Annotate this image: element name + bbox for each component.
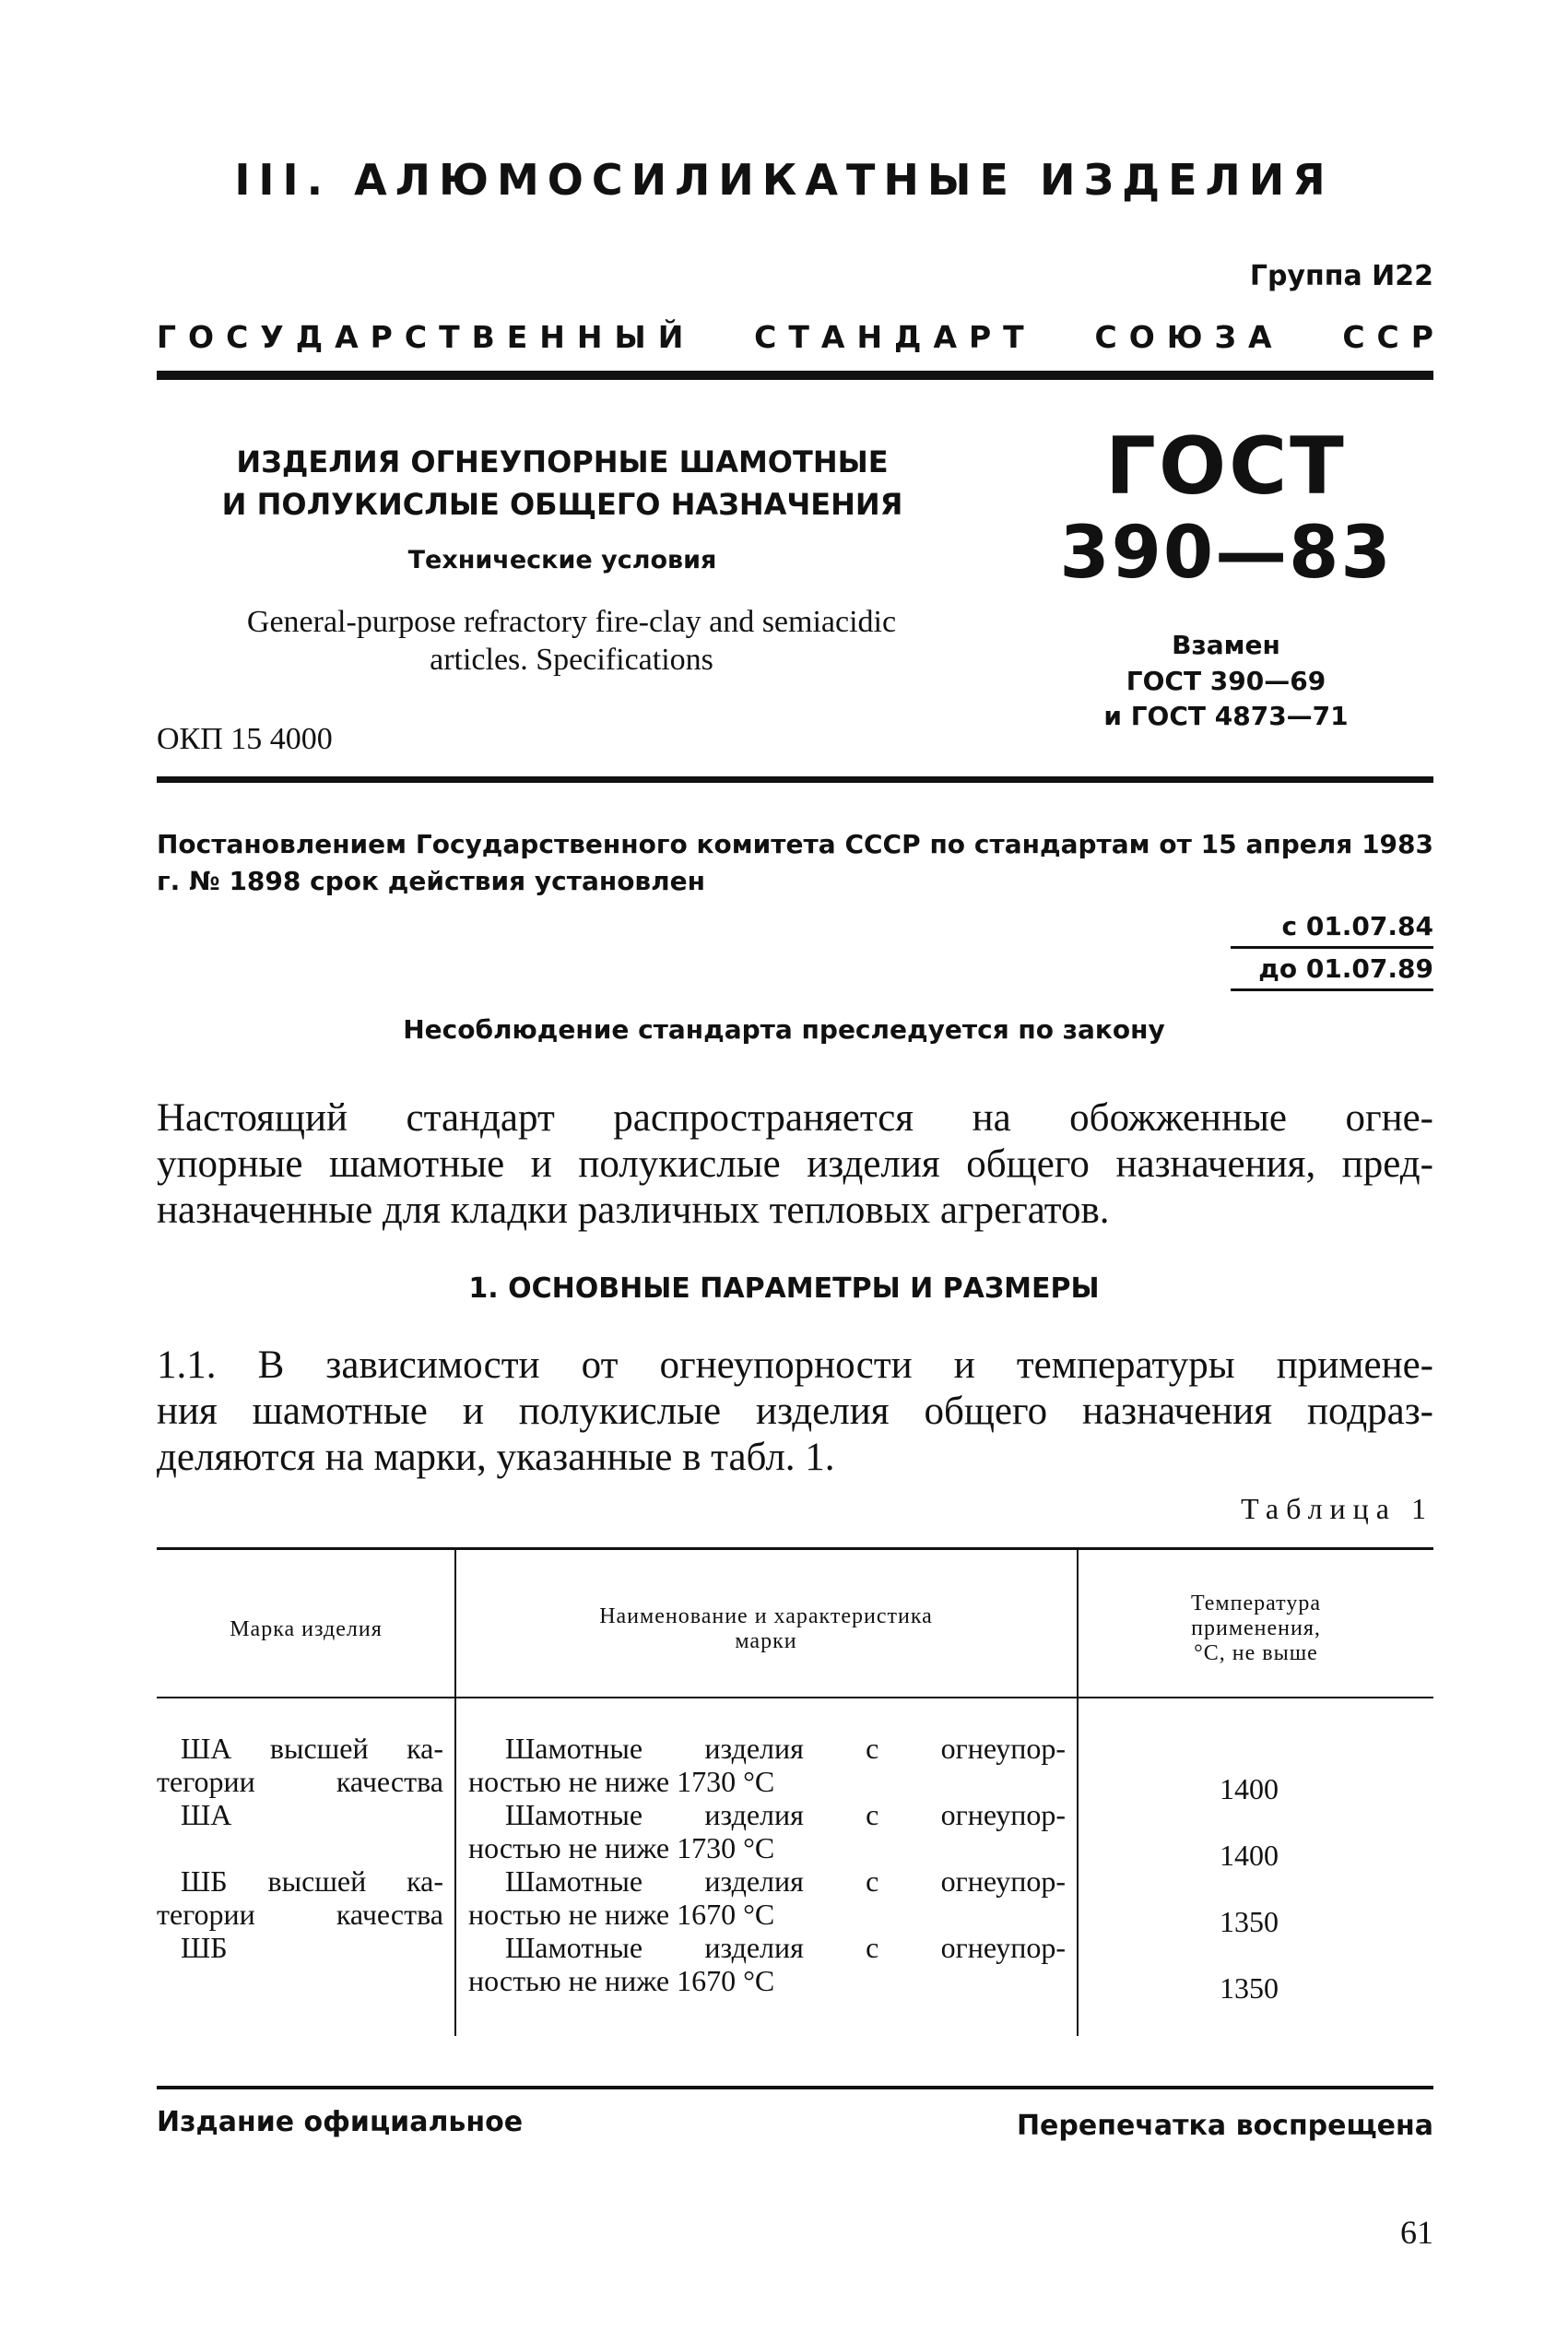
temperature-cell: 1400 [1220,1772,1279,1805]
document-title-line-1: ИЗДЕЛИЯ ОГНЕУПОРНЫЕ ШАМОТНЫЕ [236,444,889,479]
clause-line: 1.1. В зависимости от огнеупорности и температуры примене- [157,1343,1433,1387]
replaces-standard-1: ГОСТ 390—69 [1126,666,1326,696]
table-top-rule [157,1547,1433,1550]
document-title-line-2: И ПОЛУКИСЛЫЕ ОБЩЕГО НАЗНАЧЕНИЯ [221,487,903,522]
grade-cell: ША высшей ка- [181,1732,443,1765]
gost-label: ГОСТ [1105,420,1347,513]
description-cell: Шамотные изделия с огнеупор- [505,1864,1066,1898]
grade-cell: ШБ высшей ка- [181,1864,443,1898]
table-column-divider [454,1549,456,2036]
document-subtitle: Технические условия [407,546,717,574]
description-cell: Шамотные изделия с огнеупор- [505,1732,1066,1765]
clause-line: деляются на марки, указанные в табл. 1. [157,1436,835,1479]
page-number: 61 [1400,2214,1433,2251]
gost-number: 390—83 [1059,512,1393,595]
description-cell: ностью не ниже 1670 °С [468,1964,775,1997]
grade-cell: тегории качества [157,1898,443,1931]
standard-header-word: ССР [1342,319,1445,355]
grade-cell: ША [181,1798,232,1831]
standard-header-word: ГОСУДАРСТВЕННЫЙ [157,319,696,355]
grade-cell: тегории качества [157,1765,443,1798]
description-cell: ностью не ниже 1730 °С [468,1831,775,1864]
intro-line: назначенные для кладки различных тепловых агрегатов. [157,1189,1110,1232]
okp-code: ОКП 15 4000 [157,722,333,756]
title-bottom-rule [157,776,1433,783]
header-name-line-1: Наименование и характеристика [599,1604,933,1628]
group-label: Группа И22 [1249,260,1433,292]
header-temp-line-1: Температура [1191,1591,1321,1615]
compliance-notice: Несоблюдение стандарта преследуется по закону [403,1014,1165,1045]
temperature-cell: 1350 [1220,1971,1279,2005]
section-title: III. АЛЮМОСИЛИКАТНЫЕ ИЗДЕЛИЯ [234,155,1334,205]
header-temp-line-2: применения, [1191,1616,1321,1640]
section-1-heading: 1. ОСНОВНЫЕ ПАРАМЕТРЫ И РАЗМЕРЫ [468,1272,1100,1305]
validity-from: с 01.07.84 [1281,911,1433,941]
validity-underline [1231,988,1433,991]
validity-to: до 01.07.89 [1258,953,1433,984]
standard-header-word: СТАНДАРТ [754,319,1036,355]
header-grade: Марка изделия [230,1617,383,1641]
decree-text: Постановлением Государственного комитета СССР по стандартам от 15 апреля 1983 г. № 1898 срок действия установлен [157,829,1433,896]
description-cell: Шамотные изделия с огнеупор- [505,1931,1066,1964]
english-title-line-1: General-purpose refractory fire-clay and semiacidic [246,605,897,639]
official-edition-label: Издание официальное [157,2106,524,2138]
description-cell: ностью не ниже 1670 °С [468,1898,775,1931]
table-header-rule [157,1697,1433,1698]
description-cell: Шамотные изделия с огнеупор- [505,1798,1066,1831]
description-cell: ностью не ниже 1730 °С [468,1765,775,1798]
intro-line: Настоящий стандарт распространяется на обожженные огне- [157,1096,1433,1140]
standard-header-word: СОЮЗА [1094,319,1284,355]
english-title-line-2: articles. Specifications [430,643,713,677]
standard-header [157,319,1445,355]
grade-cell: ШБ [181,1931,228,1964]
temperature-cell: 1350 [1220,1905,1279,1938]
header-thick-rule [157,371,1433,380]
header-temp-line-3: °С, не выше [1194,1641,1318,1665]
footer-rule [157,2086,1433,2089]
reprint-prohibited-label: Перепечатка воспрещена [1016,2110,1433,2142]
intro-line: упорные шамотные и полукислые изделия общего назначения, пред- [157,1142,1433,1186]
validity-divider [1231,946,1433,949]
table-caption: Таблица 1 [1241,1492,1433,1525]
replaces-label: Взамен [1172,630,1280,660]
clause-line: ния шамотные и полукислые изделия общего назначения подраз- [157,1390,1433,1433]
replaces-standard-2: и ГОСТ 4873—71 [1103,701,1349,731]
header-name-line-2: марки [735,1629,797,1653]
temperature-cell: 1400 [1220,1839,1279,1872]
